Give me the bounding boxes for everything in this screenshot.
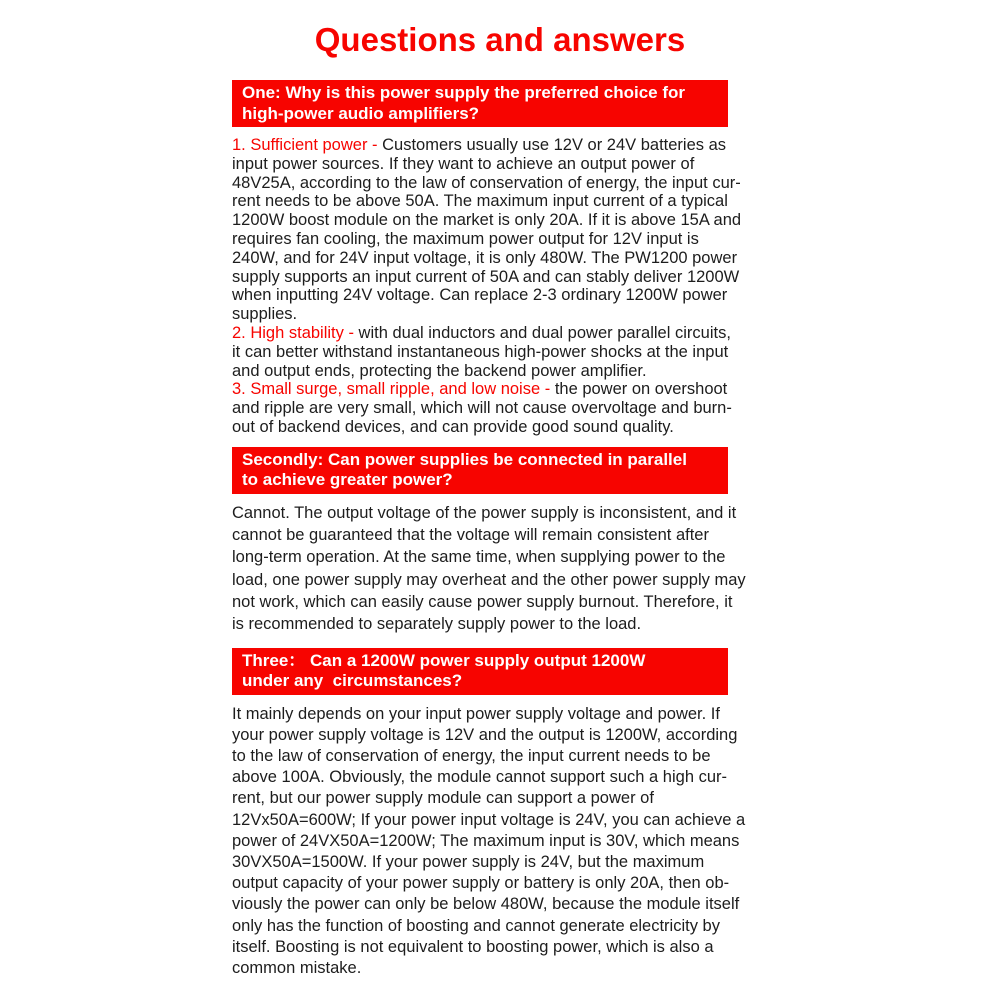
question-text-line: to achieve greater power? — [242, 470, 453, 490]
answer-text-line — [232, 873, 770, 894]
answer-text-line — [232, 343, 770, 362]
answer-segment: with dual inductors and dual power parallel circuits, — [358, 323, 731, 342]
answer-text-line — [232, 894, 770, 915]
answer-segment: 1200W boost module on the market is only 20A. If it is above 15A and — [232, 211, 742, 230]
answer-segment: itself. Boosting is not equivalent to boosting power, which is also a — [232, 937, 714, 956]
answer-text-line — [232, 725, 770, 746]
answer-segment: and ripple are very small, which will not cause overvoltage and burn- — [232, 399, 732, 418]
answer-text-line — [232, 852, 770, 873]
answer-text-line — [232, 324, 770, 343]
answer-segment: output capacity of your power supply or battery is only 20A, then ob- — [232, 874, 730, 893]
answer-segment: only has the function of boosting and cannot generate electricity by — [232, 916, 720, 935]
answer-segment: when inputting 24V voltage. Can replace 2-3 ordinary 1200W power — [232, 286, 728, 305]
answer-segment: input power sources. If they want to achieve an output power of — [232, 154, 695, 173]
question-text-line: high-power audio amplifiers? — [242, 103, 480, 123]
answer-text-line — [232, 399, 770, 418]
answer-segment: is recommended to separately supply power to the load. — [232, 615, 642, 634]
answer-segment: Customers usually use 12V or 24V batteries as — [382, 136, 727, 154]
answer-segment: your power supply voltage is 12V and the output is 1200W, according — [232, 725, 738, 744]
answer-highlight-lead: 1. Sufficient power - — [232, 136, 383, 154]
qa-sections — [232, 80, 770, 979]
answer-text — [232, 502, 770, 636]
question-text-line: under any circumstances? — [242, 671, 463, 691]
question-text-line: Secondly: Can power supplies be connected in parallel — [242, 449, 687, 469]
answer-segment: load, one power supply may overheat and the other power supply may — [232, 570, 746, 589]
answer-text-line — [232, 524, 770, 546]
answer-segment: Cannot. The output voltage of the power supply is inconsistent, and it — [232, 503, 737, 522]
answer-text-line — [232, 362, 770, 381]
answer-segment: requires fan cooling, the maximum power output for 12V input is — [232, 229, 699, 248]
qa-section-question-secondly — [232, 447, 770, 636]
answer-text-line — [232, 831, 770, 852]
question-banner — [232, 447, 728, 494]
answer-text-line — [232, 418, 770, 437]
answer-segment: out of backend devices, and can provide good sound quality. — [232, 417, 674, 436]
answer-segment: rent needs to be above 50A. The maximum input current of a typical — [232, 192, 728, 211]
answer-text-line — [232, 174, 770, 193]
answer-text-line — [232, 192, 770, 211]
answer-segment: long-term operation. At the same time, when supplying power to the — [232, 548, 726, 567]
answer-text — [232, 704, 770, 980]
answer-text-line — [232, 704, 770, 725]
answer-text-line — [232, 502, 770, 524]
answer-text-line — [232, 613, 770, 635]
answer-text-line — [232, 136, 770, 155]
answer-segment: not work, which can easily cause power supply burnout. Therefore, it — [232, 592, 733, 611]
answer-text-line — [232, 916, 770, 937]
qa-content — [232, 80, 770, 979]
answer-segment: cannot be guaranteed that the voltage will remain consistent after — [232, 526, 709, 545]
answer-segment: 240W, and for 24V input voltage, it is only 480W. The PW1200 power — [232, 248, 738, 267]
answer-segment: to the law of conservation of energy, the input current needs to be — [232, 746, 711, 765]
qa-section-question-one — [232, 80, 770, 437]
answer-segment: and output ends, protecting the backend power amplifier. — [232, 361, 647, 380]
answer-segment: viously the power can only be below 480W, because the module itself — [232, 895, 740, 914]
answer-text-line — [232, 249, 770, 268]
answer-text-line — [232, 380, 770, 399]
answer-segment: common mistake. — [232, 958, 362, 977]
answer-text-line — [232, 746, 770, 767]
answer-segment: power of 24VX50A=1200W; The maximum input is 30V, which means — [232, 831, 740, 850]
answer-highlight-lead: 3. Small surge, small ripple, and low noise - — [232, 380, 555, 399]
answer-text — [232, 136, 770, 437]
answer-text-line — [232, 810, 770, 831]
answer-text-line — [232, 546, 770, 568]
answer-highlight-lead: 2. High stability - — [232, 323, 359, 342]
answer-text-line — [232, 937, 770, 958]
answer-segment: it can better withstand instantaneous high-power shocks at the input — [232, 342, 729, 361]
answer-text-line — [232, 788, 770, 809]
answer-segment: supply supports an input current of 50A and can stably deliver 1200W — [232, 267, 740, 286]
answer-text-line — [232, 230, 770, 249]
answer-segment: 48V25A, according to the law of conservation of energy, the input cur- — [232, 173, 741, 192]
answer-text-line — [232, 305, 770, 324]
question-banner — [232, 80, 728, 127]
answer-text-line — [232, 591, 770, 613]
answer-text-line — [232, 211, 770, 230]
answer-text-line — [232, 286, 770, 305]
qa-section-question-three — [232, 648, 770, 980]
answer-segment: supplies. — [232, 305, 298, 324]
answer-text-line — [232, 155, 770, 174]
answer-segment: above 100A. Obviously, the module cannot support such a high cur- — [232, 768, 727, 787]
page-title: Questions and answers — [314, 21, 686, 58]
answer-segment: 30VX50A=1500W. If your power supply is 24V, but the maximum — [232, 852, 705, 871]
answer-segment: It mainly depends on your input power supply voltage and power. If — [232, 704, 720, 723]
question-text-line: Three： Can a 1200W power supply output 1200W — [242, 650, 646, 670]
answer-segment: the power on overshoot — [554, 380, 728, 399]
answer-text-line — [232, 569, 770, 591]
answer-text-line — [232, 268, 770, 287]
answer-segment: 12Vx50A=600W; If your power input voltage is 24V, you can achieve a — [232, 810, 746, 829]
answer-text-line — [232, 767, 770, 788]
question-text-line: One: Why is this power supply the preferred choice for — [242, 83, 686, 102]
question-banner — [232, 648, 728, 695]
answer-segment: rent, but our power supply module can support a power of — [232, 789, 654, 808]
answer-text-line — [232, 958, 770, 979]
